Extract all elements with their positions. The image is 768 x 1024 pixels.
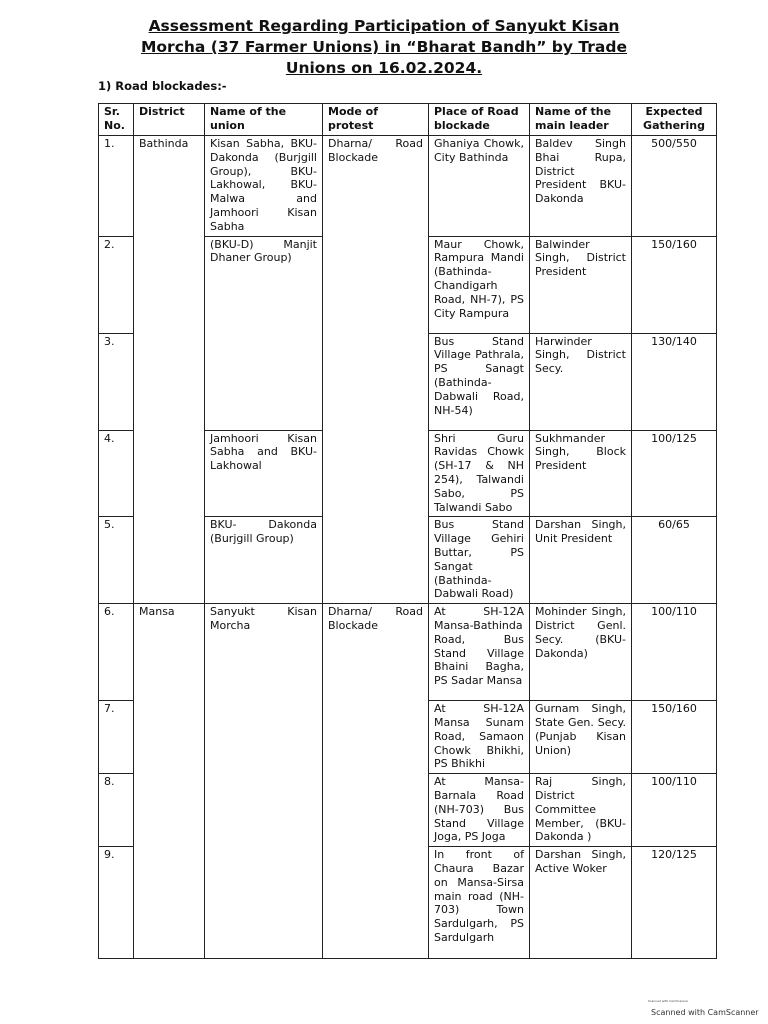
cell-place: Shri Guru Ravidas Chowk (SH-17 & NH 254), Talwandi Sabo, PS Talwandi Sabo — [429, 430, 530, 517]
cell-leader: Balwinder Singh, District President — [530, 236, 632, 333]
cell-place: Maur Chowk, Rampura Mandi (Bathinda-Chandigarh Road, NH-7), PS City Rampura — [429, 236, 530, 333]
document-title — [120, 16, 648, 79]
header-mode: Mode of protest — [323, 104, 429, 136]
cell-union — [205, 333, 323, 430]
cell-district: Mansa — [134, 604, 205, 701]
cell-district — [134, 517, 205, 604]
cell-union: (BKU-D) Manjit Dhaner Group) — [205, 236, 323, 333]
cell-mode — [323, 774, 429, 847]
cell-leader: Darshan Singh, Unit President — [530, 517, 632, 604]
cell-union: BKU- Dakonda (Burjgill Group) — [205, 517, 323, 604]
cell-mode — [323, 236, 429, 333]
table-row — [99, 333, 717, 430]
cell-gathering: 150/160 — [632, 236, 717, 333]
scanner-watermark: Scanned with CamScanner — [651, 1008, 759, 1017]
cell-leader: Baldev Singh Bhai Rupa, District President BKU-Dakonda — [530, 136, 632, 237]
title-line-3: Unions on 16.02.2024. — [285, 59, 483, 77]
cell-gathering: 150/160 — [632, 701, 717, 774]
table-row — [99, 517, 717, 604]
cell-sr: 9. — [99, 847, 134, 959]
cell-mode — [323, 430, 429, 517]
cell-place: Ghaniya Chowk, City Bathinda — [429, 136, 530, 237]
cell-gathering: 100/110 — [632, 774, 717, 847]
cell-district — [134, 701, 205, 774]
table-header-row — [99, 104, 717, 136]
cell-place: Bus Stand Village Pathrala, PS Sanagt (Bathinda-Dabwali Road, NH-54) — [429, 333, 530, 430]
cell-mode: Dharna/ Road Blockade — [323, 136, 429, 237]
table-row — [99, 236, 717, 333]
title-line-1: Assessment Regarding Participation of Sanyukt Kisan — [148, 17, 620, 35]
cell-leader: Mohinder Singh, District Genl. Secy. (BKU-Dakonda) — [530, 604, 632, 701]
cell-district: Bathinda — [134, 136, 205, 237]
cell-district — [134, 333, 205, 430]
cell-union — [205, 847, 323, 959]
cell-union: Jamhoori Kisan Sabha and BKU-Lakhowal — [205, 430, 323, 517]
cell-union: Sanyukt Kisan Morcha — [205, 604, 323, 701]
cell-sr: 2. — [99, 236, 134, 333]
cell-gathering: 500/550 — [632, 136, 717, 237]
cell-leader: Raj Singh, District Committee Member, (BKU-Dakonda ) — [530, 774, 632, 847]
cell-place: In front of Chaura Bazar on Mansa-Sirsa main road (NH-703) Town Sardulgarh, PS Sardulgarh — [429, 847, 530, 959]
cell-leader: Gurnam Singh, State Gen. Secy. (Punjab Kisan Union) — [530, 701, 632, 774]
cell-mode — [323, 847, 429, 959]
cell-place: At SH-12A Mansa-Bathinda Road, Bus Stand Village Bhaini Bagha, PS Sadar Mansa — [429, 604, 530, 701]
table-row — [99, 774, 717, 847]
cell-sr: 6. — [99, 604, 134, 701]
cell-leader: Darshan Singh, Active Woker — [530, 847, 632, 959]
table-row — [99, 136, 717, 237]
header-union: Name of the union — [205, 104, 323, 136]
cell-district — [134, 236, 205, 333]
cell-sr: 7. — [99, 701, 134, 774]
cell-sr: 5. — [99, 517, 134, 604]
road-blockades-table — [98, 103, 717, 959]
cell-gathering: 130/140 — [632, 333, 717, 430]
table-row — [99, 430, 717, 517]
cell-union — [205, 701, 323, 774]
cell-union: Kisan Sabha, BKU-Dakonda (Burjgill Group), BKU-Lakhowal, BKU-Malwa and Jamhoori Kisan Sabha — [205, 136, 323, 237]
section-heading: 1) Road blockades:- — [98, 79, 227, 93]
cell-district — [134, 774, 205, 847]
cell-sr: 3. — [99, 333, 134, 430]
cell-mode — [323, 701, 429, 774]
cell-district — [134, 430, 205, 517]
scanner-watermark-small: Scanned with CamScanner — [648, 999, 689, 1003]
table-row — [99, 847, 717, 959]
cell-district — [134, 847, 205, 959]
cell-gathering: 100/125 — [632, 430, 717, 517]
cell-sr: 4. — [99, 430, 134, 517]
cell-leader: Sukhmander Singh, Block President — [530, 430, 632, 517]
cell-mode: Dharna/ Road Blockade — [323, 604, 429, 701]
cell-sr: 8. — [99, 774, 134, 847]
header-sr-no: Sr. No. — [99, 104, 134, 136]
cell-leader: Harwinder Singh, District Secy. — [530, 333, 632, 430]
title-line-2: Morcha (37 Farmer Unions) in “Bharat Bandh” by Trade — [140, 38, 627, 56]
header-district: District — [134, 104, 205, 136]
header-place: Place of Road blockade — [429, 104, 530, 136]
table-row — [99, 604, 717, 701]
cell-place: Bus Stand Village Gehiri Buttar, PS Sangat (Bathinda-Dabwali Road) — [429, 517, 530, 604]
table-row — [99, 701, 717, 774]
cell-mode — [323, 333, 429, 430]
cell-sr: 1. — [99, 136, 134, 237]
header-leader: Name of the main leader — [530, 104, 632, 136]
cell-gathering: 60/65 — [632, 517, 717, 604]
cell-gathering: 120/125 — [632, 847, 717, 959]
header-gathering: Expected Gathering — [632, 104, 717, 136]
cell-union — [205, 774, 323, 847]
cell-gathering: 100/110 — [632, 604, 717, 701]
cell-mode — [323, 517, 429, 604]
cell-place: At Mansa-Barnala Road (NH-703) Bus Stand Village Joga, PS Joga — [429, 774, 530, 847]
cell-place: At SH-12A Mansa Sunam Road, Samaon Chowk Bhikhi, PS Bhikhi — [429, 701, 530, 774]
